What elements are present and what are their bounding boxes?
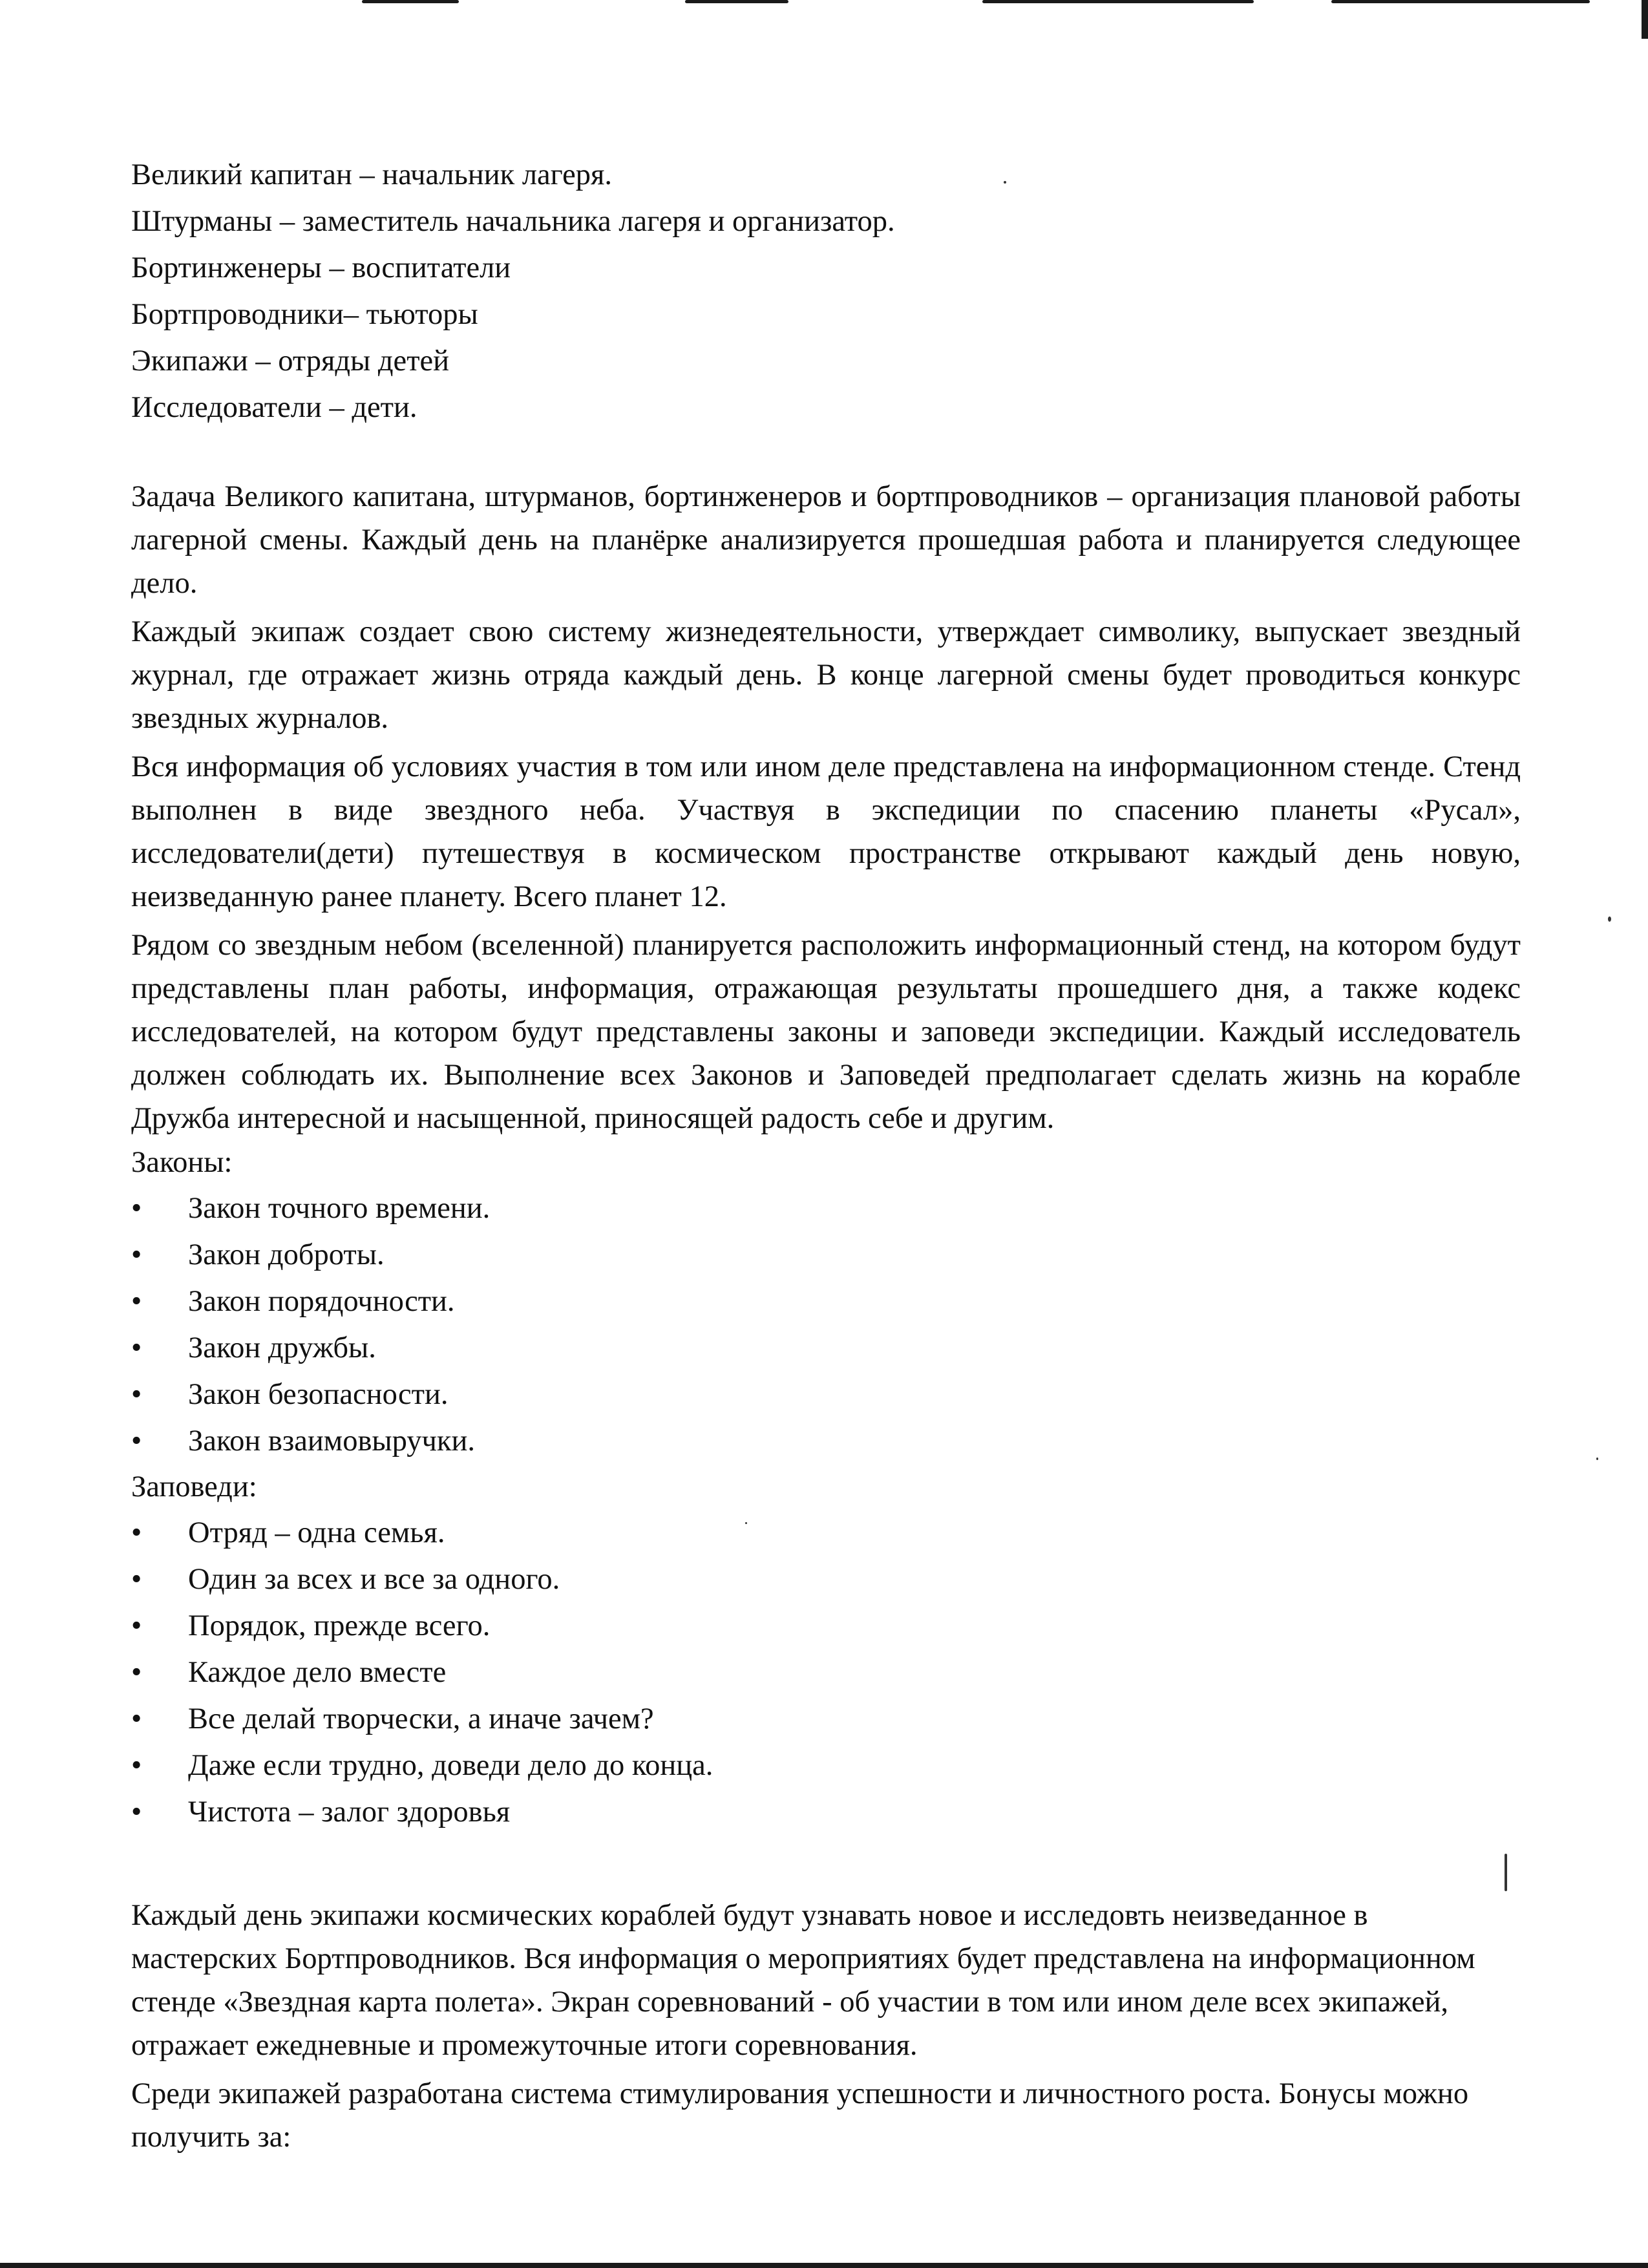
- laws-list: [131, 1185, 1521, 1465]
- bullet-icon: •: [131, 1285, 142, 1318]
- list-item: • Закон безопасности.: [131, 1372, 1521, 1418]
- role-line: Бортинженеры – воспитатели: [131, 251, 511, 284]
- role-line: Бортпроводники– тьюторы: [131, 298, 478, 331]
- list-item: • Закон дружбы.: [131, 1325, 1521, 1372]
- role-line: Экипажи – отряды детей: [131, 344, 450, 377]
- bullet-icon: •: [131, 1749, 142, 1782]
- scan-speck: [1596, 1457, 1598, 1460]
- list-item: • Один за всех и все за одного.: [131, 1556, 1521, 1603]
- role-line: Штурманы – заместитель начальника лагеря и организатор.: [131, 205, 895, 238]
- bullet-icon: •: [131, 1563, 142, 1596]
- paragraph-workshops: Каждый день экипажи космических кораблей будут узнавать новое и исследовть неизведанное в мастерских Бортпроводников. Вся информация о мероприятиях будет представлена на информационном стенде «Звездная карта полета». Экран соревнований - об участии в том или ином деле всех экипажей, отражает ежедневные и промежуточные итоги соревнования.: [131, 1899, 1475, 2062]
- paragraph-task: Задача Великого капитана, штурманов, бортинженеров и бортпроводников – организация плановой работы лагерной смены. Каждый день на планёрке анализируется прошедшая работа и планируется следующее дело.: [131, 480, 1521, 600]
- bullet-icon: •: [131, 1516, 142, 1549]
- bullet-icon: •: [131, 1192, 142, 1225]
- paragraph-code: Рядом со звездным небом (вселенной) планируется расположить информационный стенд, на котором будут представлены план работы, информация, отражающая результаты прошедшего дня, а также кодекс исследователей, на котором будут представлены законы и заповеди экспедиции. Каждый исследователь должен соблюдать их. Выполнение всех Законов и Заповедей предполагает сделать жизнь на корабле Дружба интересной и насыщенной, приносящей радость себе и другим.: [131, 929, 1521, 1135]
- paragraph-info-stand: Вся информация об условиях участия в том или ином деле представлена на информационном стенде. Стенд выполнен в виде звездного неба. Участвуя в экспедиции по спасению планеты «Русал», исследователи(дети) путешествуя в космическом пространстве открывают каждый день новую, неизведанную ранее планету. Всего планет 12.: [131, 750, 1521, 913]
- bullet-icon: •: [131, 1425, 142, 1457]
- list-item: • Чистота – залог здоровья: [131, 1789, 1521, 1836]
- scan-edge-bottom: [0, 2263, 1648, 2268]
- roles-list: [131, 152, 1521, 431]
- role-line: Исследователи – дети.: [131, 391, 417, 424]
- list-item: • Даже если трудно, доведи дело до конца.: [131, 1743, 1521, 1789]
- document-page: [131, 152, 1521, 2164]
- bullet-icon: •: [131, 1609, 142, 1642]
- list-item: • Порядок, прежде всего.: [131, 1603, 1521, 1649]
- paragraph-crew: Каждый экипаж создает свою систему жизнедеятельности, утверждает символику, выпускает звездный журнал, где отражает жизнь отряда каждый день. В конце лагерной смены будет проводиться конкурс звездных журналов.: [131, 615, 1521, 735]
- commandments-list: [131, 1510, 1521, 1836]
- list-item: • Отряд – одна семья.: [131, 1510, 1521, 1556]
- list-item: • Закон доброты.: [131, 1232, 1521, 1278]
- bullet-icon: •: [131, 1378, 142, 1411]
- bullet-icon: •: [131, 1796, 142, 1828]
- scan-speck: [1608, 917, 1611, 922]
- laws-label: Законы:: [131, 1146, 233, 1179]
- bullet-icon: •: [131, 1331, 142, 1364]
- scan-edge-top: [362, 0, 1590, 4]
- commandments-label: Заповеди:: [131, 1470, 257, 1503]
- list-item: • Закон порядочности.: [131, 1278, 1521, 1325]
- bullet-icon: •: [131, 1702, 142, 1735]
- list-item: • Закон точного времени.: [131, 1185, 1521, 1232]
- bullet-icon: •: [131, 1238, 142, 1271]
- list-item: • Каждое дело вместе: [131, 1649, 1521, 1696]
- bullet-icon: •: [131, 1656, 142, 1689]
- list-item: • Все делай творчески, а иначе зачем?: [131, 1696, 1521, 1743]
- paragraph-bonuses: Среди экипажей разработана система стимулирования успешности и личностного роста. Бонусы можно получить за:: [131, 2077, 1469, 2154]
- list-item: • Закон взаимовыручки.: [131, 1418, 1521, 1465]
- scan-edge-right: [1642, 0, 1648, 39]
- role-line: Великий капитан – начальник лагеря.: [131, 158, 613, 191]
